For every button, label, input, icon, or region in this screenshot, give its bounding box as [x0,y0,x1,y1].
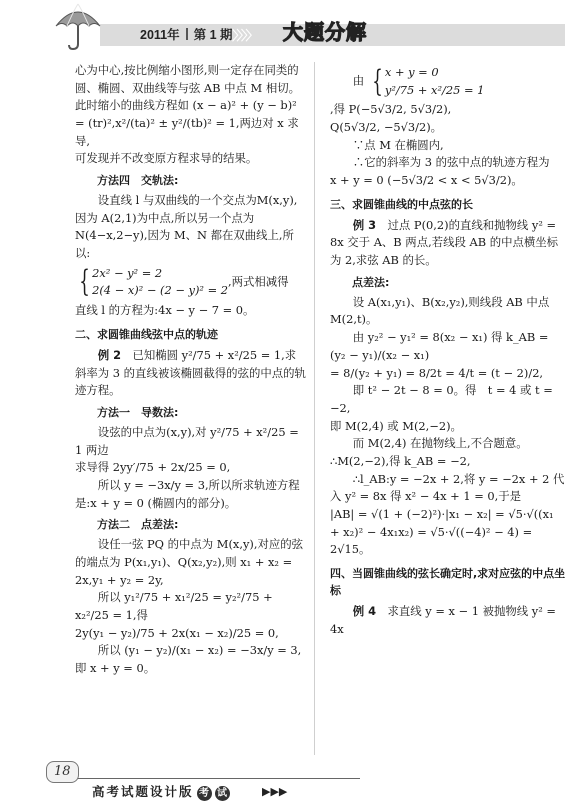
paragraph: 心为中心,按比例缩小图形,则一定存在同类的圆、椭圆、双曲线等与弦 AB 中点 M 相切。此时缩小的曲线方程如 (x − a)² + (y − b)² = (tr)²,x²/(ta)² ± y²/(tb)² = 1,两边对 x 求导, [75,63,300,148]
method-heading: 方法一 导数法: [97,405,179,419]
paragraph: 所以 y = −3x/y = 3,所以所求轨迹方程 [97,477,300,492]
paragraph: 由 y₂² − y₁² = 8(x₂ − x₁) 得 k_AB = (y₂ − y₁)/(x₂ − x₁) [330,330,549,362]
issue-number: 第 1 期 [193,28,233,42]
paragraph: 求导得 2yy′/75 + 2x/25 = 0, [75,460,231,475]
brace-glyph: { [79,264,90,300]
equation-system-1 [75,265,228,300]
equation-line: 2(4 − x)² − (2 − y)² = 2 [92,283,228,298]
example-paragraph [330,217,566,270]
right-column [330,62,566,638]
method-heading: 方法四 交轨法: [97,174,179,188]
paragraph: 2y(y₁ − y₂)/75 + 2x(x₁ − x₂)/25 = 0, [75,625,279,640]
example-text: 过点 P(0,2)的直线和抛物线 y² = 8x 交于 A、B 两点,若线段 AB 的中点横坐标为 2,求弦 AB 的长。 [330,217,559,268]
paragraph: 直线 l 的方程为:4x − y − 7 = 0。 [75,303,255,318]
example-paragraph [330,603,566,638]
paragraph: ∵点 M 在椭圆内, [352,137,444,152]
paragraph: 而 M(2,4) 在抛物线上,不合题意。 [352,436,528,451]
page-header [0,0,581,58]
footer-rule [70,778,360,779]
journal-title: 高考试题设计版 [92,784,194,799]
paragraph: ∴M(2,−2),得 k_AB = −2, [330,453,471,468]
example-label: 例 3 [352,217,377,232]
paragraph: x + y = 0 (−5√3/2 < x < 5√3/2)。 [330,173,523,188]
page-footer [0,755,581,800]
paragraph: 设弦的中点为(x,y),对 y²/75 + x²/25 = 1 两边 [75,424,299,457]
example-label: 例 2 [97,347,122,362]
paragraph: ∴它的斜率为 3 的弦中点的轨迹方程为 [352,155,550,170]
equation-line: x + y = 0 [384,65,439,79]
paragraph: Q(5√3/2, −5√3/2)。 [330,120,443,135]
umbrella-icon [52,2,104,58]
paragraph: ,得 P(−5√3/2, 5√3/2), [330,102,452,117]
column-divider [314,62,315,755]
example-text: 求直线 y = x − 1 被抛物线 y² = 4x [330,603,556,636]
example-paragraph [75,347,307,400]
example-label: 例 4 [352,603,377,618]
paragraph: 设 A(x₁,y₁)、B(x₂,y₂),则线段 AB 中点 M(2,t)。 [330,294,550,327]
equation-line: 2x² − y² = 2 [92,265,163,280]
section-heading: 四、当圆锥曲线的弦长确定时,求对应弦的中点坐标 [330,566,566,597]
section-heading: 三、求圆锥曲线的中点弦的长 [330,197,473,211]
paragraph: 是:x + y = 0 (椭圆内的部分)。 [75,495,237,510]
paragraph: 所以 y₁²/75 + x₁²/25 = y₂²/75 + x₂²/25 = 1,得 [75,590,273,622]
paragraph: |AB| = √(1 + (−2)²)·|x₁ − x₂| = √5·√((x₁ + x₂)² − 4x₁x₂) = √5·√((−4)² − 4) = 2√15。 [330,506,554,557]
equation-system-2 [368,64,485,99]
chevron-arrows-icon: 〉〉〉〉 [232,29,257,44]
equation-prefix: 由 [352,73,365,88]
paragraph: 所以 (y₁ − y₂)/(x₁ − x₂) = −3x/y = 3,即 x + y = 0。 [75,643,302,675]
equation-tail: ,两式相减得 [228,274,289,289]
issue-separator [186,28,188,40]
brace-glyph: { [372,63,383,99]
left-column [75,62,307,678]
paragraph: 可发现并不改变原方程求导的结果。 [75,151,258,166]
method-heading: 方法二 点差法: [97,518,179,532]
section-heading: 二、求圆锥曲线弦中点的轨迹 [75,327,218,341]
paragraph: ∴l_AB:y = −2x + 2,将 y = −2x + 2 代入 y² = 8x 得 x² − 4x + 1 = 0,于是 [330,471,565,504]
paragraph: 即 t² − 2t − 8 = 0。得 t = 4 或 t = −2, [330,383,553,415]
journal-badge: 试 [215,786,230,801]
journal-badge: 考 [197,786,212,801]
paragraph: 设任一弦 PQ 的中点为 M(x,y),对应的弦的端点为 P(x₁,y₁)、Q(x₂,y₂),则 x₁ + x₂ = 2x,y₁ + y₂ = 2y, [75,537,304,587]
page-number: 18 [46,761,79,783]
paragraph: = 8/(y₂ + y₁) = 8/2t = 4/t = (t − 2)/2, [330,365,544,380]
arrow-icon: ▶▶▶ [262,785,288,798]
journal-name [92,782,230,801]
paragraph: 设直线 l 与双曲线的一个交点为M(x,y),因为 A(2,1)为中点,所以另一个点为 N(4−x,2−y),因为 M、N 都在双曲线上,所以: [75,193,298,261]
issue-year: 2011年 [140,28,180,42]
section-title: 大题分解 [283,20,367,44]
paragraph: 即 M(2,4) 或 M(2,−2)。 [330,418,462,433]
issue-label [140,26,233,45]
equation-line: y²/75 + x²/25 = 1 [384,82,485,97]
equation-system [75,263,307,302]
method-heading: 点差法: [352,275,390,289]
example-text: 已知椭圆 y²/75 + x²/25 = 1,求斜率为 3 的直线被该椭圆截得的弦的中点的轨迹方程。 [75,347,306,398]
equation-system [330,62,566,101]
